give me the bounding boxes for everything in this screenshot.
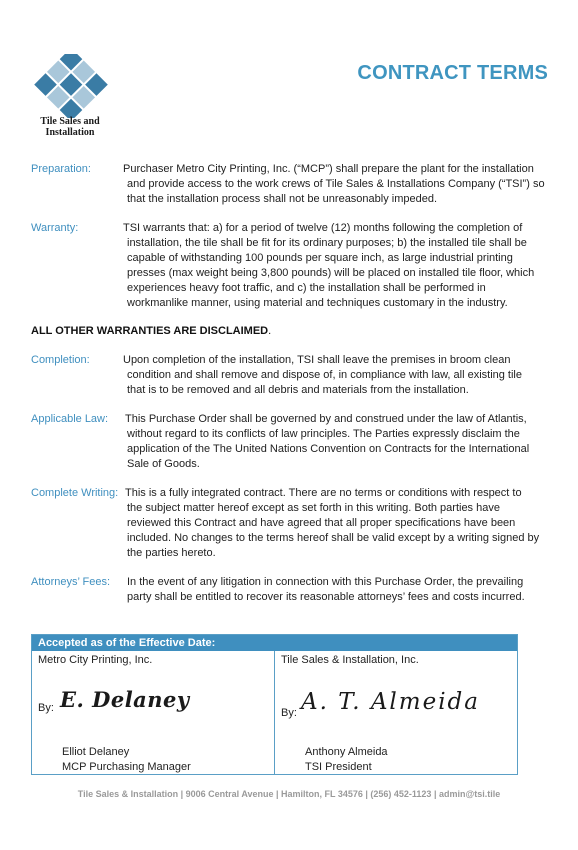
signatory-name: Anthony Almeida [305,746,388,758]
section-text-line: and provide access to the work crews of Tile Sales & Installations Company (“TSI”) so [127,178,545,190]
signature-handwritten: A. T. Almeida [301,689,480,715]
section-text-line: party shall be entitled to recover its reasonable attorneys’ fees and costs incurred. [127,591,525,603]
section-text-line: This is a fully integrated contract. There are no terms or conditions with respect to [125,487,522,499]
signature-handwritten: E. Delaney [60,687,190,712]
section-text-line: that is to be removed and all debris and materials from the installation. [127,384,469,396]
tile-logo-icon [33,54,109,118]
by-label: By: [38,702,54,714]
section-text-line: capable of withstanding 100 pounds per square inch, as large industrial printing [127,252,513,264]
page-title: CONTRACT TERMS [357,62,548,84]
signature-table [31,634,518,775]
disclaimer-text: ALL OTHER WARRANTIES ARE DISCLAIMED [31,325,269,337]
section-text-line: Purchaser Metro City Printing, Inc. (“MCP”) shall prepare the plant for the installation [123,163,534,175]
section-text-line: presses (max weight being 3,800 pounds) will be placed on installed tile floor, which [127,267,535,279]
by-label: By: [281,707,297,719]
signature-block-tsi [275,651,517,774]
signatory-company: Metro City Printing, Inc. [38,654,153,666]
signatory-company: Tile Sales & Installation, Inc. [281,654,419,666]
section-label: Warranty: [31,222,79,234]
signature-table-header: Accepted as of the Effective Date: [32,635,517,651]
page-footer: Tile Sales & Installation | 9006 Central Avenue | Hamilton, FL 34576 | (256) 452-1123 | admin@tsi.tile [77,789,501,799]
section-text-line: the subject matter hereof except as set forth in this writing. Both parties have [127,502,500,514]
warranty-disclaimer: ALL OTHER WARRANTIES ARE DISCLAIMED. [31,325,272,337]
section-text-line: TSI warrants that: a) for a period of twelve (12) months following the completion of [123,222,523,234]
section-text-line: Upon completion of the installation, TSI shall leave the premises in broom clean [123,354,511,366]
section-text-line: included. No changes to the terms hereof shall be valid except by a writing signed by [127,532,540,544]
signature-columns [32,651,517,774]
section-text-line: the parties hereto. [127,547,216,559]
section-text-line: installation, the tile shall be fit for its ordinary purposes; b) the installed tile shall be [127,237,527,249]
signatory-name: Elliot Delaney [62,746,130,758]
section-text-line: experiences heavy foot traffic, and c) the installation shall be performed in [127,282,486,294]
section-text-line: In the event of any litigation in connection with this Purchase Order, the prevailing [127,576,524,588]
logo-text-line2: Installation [45,127,95,138]
section-text-line: without regard to its conflicts of law principles. The Parties expressly disclaim the [127,428,520,440]
section-text-line: This Purchase Order shall be governed by and construed under the law of Atlantis, [125,413,527,425]
section-label: Attorneys’ Fees: [31,576,111,588]
logo-text [30,116,110,138]
section-text-line: condition and shall remove and dispose of, in compliance with law, all existing tile [127,369,522,381]
section-label: Completion: [31,354,90,366]
section-text-line: workmanlike manner, using material and techniques customary in the industry. [127,297,508,309]
signatory-title: MCP Purchasing Manager [62,761,191,773]
section-label: Applicable Law: [31,413,109,425]
section-text-line: application of the The United Nations Convention on Contracts for the International [127,443,530,455]
signatory-details [305,745,388,775]
section-label: Preparation: [31,163,91,175]
section-text-line: reviewed this Contract and have agreed that all proper specifications have been [127,517,516,529]
section-label: Complete Writing: [31,487,119,499]
signature-block-mcp [32,651,275,774]
section-text-line: that the installation process shall not be unreasonably impeded. [127,193,438,205]
signatory-details [62,745,191,775]
signatory-title: TSI President [305,761,372,773]
section-text-line: Sale of Goods. [127,458,200,470]
company-logo [30,54,110,138]
logo-text-line1: Tile Sales and [40,116,100,127]
